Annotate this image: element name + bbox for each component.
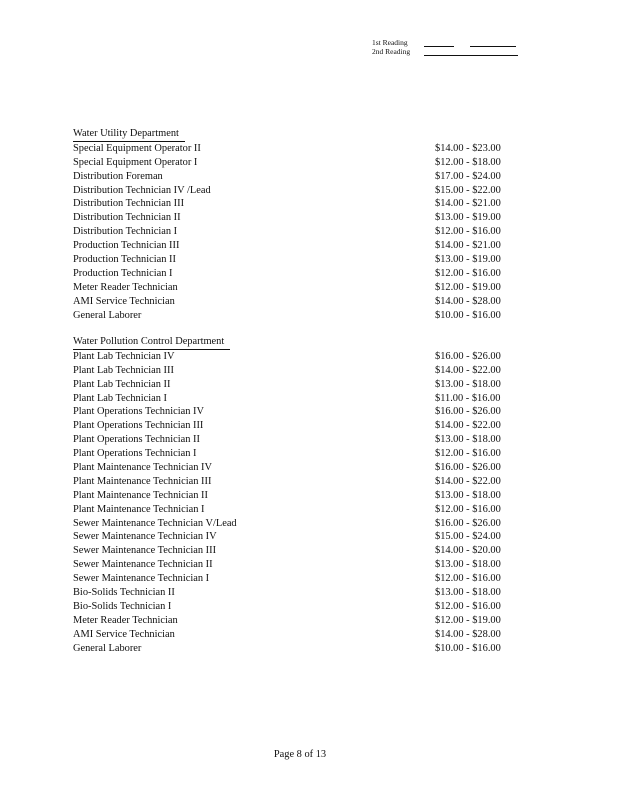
position-row: [73, 184, 513, 198]
pay-range: $14.00 - $23.00: [435, 142, 501, 154]
pay-range: $14.00 - $21.00: [435, 198, 501, 210]
position-row: [73, 364, 513, 378]
position-title: General Laborer: [73, 642, 142, 654]
position-row: [73, 461, 513, 475]
pay-range: $13.00 - $18.00: [435, 489, 501, 501]
position-title: Plant Lab Technician I: [73, 392, 168, 404]
pay-range: $12.00 - $16.00: [435, 267, 501, 279]
position-title: Plant Operations Technician I: [73, 448, 197, 460]
section-heading: Water Utility Department: [73, 127, 185, 142]
first-reading-label: 1st Reading: [372, 38, 408, 47]
position-row: [73, 350, 513, 364]
position-row: [73, 530, 513, 544]
pay-range: $14.00 - $28.00: [435, 295, 501, 307]
position-title: Bio-Solids Technician II: [73, 587, 175, 599]
position-title: Special Equipment Operator I: [73, 156, 198, 168]
first-reading-line-a: [424, 39, 454, 47]
position-row: [73, 211, 513, 225]
position-title: Plant Lab Technician II: [73, 378, 171, 390]
pay-range: $10.00 - $16.00: [435, 309, 501, 321]
position-title: Distribution Technician I: [73, 226, 178, 238]
position-title: Sewer Maintenance Technician III: [73, 545, 217, 557]
pay-range: $14.00 - $20.00: [435, 545, 501, 557]
section-heading: Water Pollution Control Department: [73, 335, 230, 350]
position-row: [73, 447, 513, 461]
position-row: [73, 558, 513, 572]
pay-range: $15.00 - $24.00: [435, 531, 501, 543]
position-title: Production Technician II: [73, 254, 176, 266]
position-title: Plant Lab Technician IV: [73, 350, 175, 362]
position-row: [73, 572, 513, 586]
pay-range: $12.00 - $16.00: [435, 573, 501, 585]
pay-range: $14.00 - $22.00: [435, 364, 501, 376]
position-row: [73, 392, 513, 406]
position-title: General Laborer: [73, 309, 142, 321]
position-row: [73, 517, 513, 531]
position-title: Plant Maintenance Technician III: [73, 475, 212, 487]
pay-range: $16.00 - $26.00: [435, 406, 501, 418]
position-row: [73, 267, 513, 281]
pay-range: $12.00 - $16.00: [435, 503, 501, 515]
pay-range: $14.00 - $22.00: [435, 420, 501, 432]
position-row: [73, 170, 513, 184]
position-title: Production Technician I: [73, 267, 173, 279]
pay-range: $14.00 - $22.00: [435, 475, 501, 487]
position-title: Meter Reader Technician: [73, 281, 178, 293]
position-row: [73, 503, 513, 517]
position-row: [73, 225, 513, 239]
position-list: [73, 142, 513, 323]
position-title: Distribution Technician II: [73, 212, 181, 224]
position-row: [73, 419, 513, 433]
pay-range: $16.00 - $26.00: [435, 462, 501, 474]
pay-range: $13.00 - $18.00: [435, 559, 501, 571]
second-reading-row: [372, 47, 518, 56]
second-reading-line: [424, 48, 518, 56]
position-title: Plant Maintenance Technician I: [73, 503, 205, 515]
water-utility-section: [73, 127, 513, 322]
pay-range: $14.00 - $28.00: [435, 628, 501, 640]
position-title: Plant Maintenance Technician II: [73, 489, 208, 501]
pay-range: $13.00 - $18.00: [435, 378, 501, 390]
position-title: Distribution Technician III: [73, 198, 185, 210]
first-reading-line-b: [470, 39, 516, 47]
position-title: Plant Operations Technician III: [73, 420, 204, 432]
pay-range: $13.00 - $19.00: [435, 212, 501, 224]
pay-range: $11.00 - $16.00: [435, 392, 501, 404]
pay-range: $13.00 - $18.00: [435, 587, 501, 599]
position-list: [73, 350, 513, 656]
position-row: [73, 378, 513, 392]
position-row: [73, 628, 513, 642]
position-row: [73, 281, 513, 295]
position-row: [73, 600, 513, 614]
pay-range: $10.00 - $16.00: [435, 642, 501, 654]
position-row: [73, 544, 513, 558]
position-row: [73, 309, 513, 323]
position-title: Distribution Technician IV /Lead: [73, 184, 211, 196]
position-title: Plant Lab Technician III: [73, 364, 174, 376]
page-number: Page 8 of 13: [273, 749, 327, 760]
position-row: [73, 489, 513, 503]
pay-range: $15.00 - $22.00: [435, 184, 501, 196]
pay-range: $13.00 - $18.00: [435, 434, 501, 446]
position-title: Production Technician III: [73, 240, 180, 252]
position-row: [73, 197, 513, 211]
pay-range: $12.00 - $19.00: [435, 614, 501, 626]
pay-range: $17.00 - $24.00: [435, 170, 501, 182]
section-heading-row: [73, 127, 513, 142]
section-heading-row: [73, 335, 513, 350]
pay-range: $12.00 - $16.00: [435, 226, 501, 238]
position-title: Plant Operations Technician II: [73, 434, 200, 446]
position-row: [73, 433, 513, 447]
pay-range: $16.00 - $26.00: [435, 350, 501, 362]
position-row: [73, 253, 513, 267]
position-row: [73, 156, 513, 170]
water-pollution-section: [73, 335, 513, 656]
pay-range: $12.00 - $16.00: [435, 600, 501, 612]
position-title: AMI Service Technician: [73, 628, 175, 640]
position-row: [73, 239, 513, 253]
position-row: [73, 614, 513, 628]
second-reading-label: 2nd Reading: [372, 47, 411, 56]
pay-range: $12.00 - $16.00: [435, 448, 501, 460]
position-title: Bio-Solids Technician I: [73, 600, 172, 612]
pay-range: $14.00 - $21.00: [435, 240, 501, 252]
reading-block: [372, 38, 518, 56]
pay-range: $13.00 - $19.00: [435, 254, 501, 266]
position-title: Plant Operations Technician IV: [73, 406, 204, 418]
position-title: Meter Reader Technician: [73, 614, 178, 626]
pay-range: $12.00 - $18.00: [435, 156, 501, 168]
position-title: AMI Service Technician: [73, 295, 175, 307]
position-title: Sewer Maintenance Technician I: [73, 573, 210, 585]
position-row: [73, 405, 513, 419]
position-row: [73, 295, 513, 309]
first-reading-row: [372, 38, 518, 47]
position-row: [73, 642, 513, 656]
position-title: Sewer Maintenance Technician IV: [73, 531, 217, 543]
pay-range: $12.00 - $19.00: [435, 281, 501, 293]
position-title: Special Equipment Operator II: [73, 142, 201, 154]
position-title: Sewer Maintenance Technician II: [73, 559, 213, 571]
pay-range: $16.00 - $26.00: [435, 517, 501, 529]
position-row: [73, 586, 513, 600]
position-title: Plant Maintenance Technician IV: [73, 462, 213, 474]
position-title: Distribution Foreman: [73, 170, 163, 182]
position-title: Sewer Maintenance Technician V/Lead: [73, 517, 237, 529]
position-row: [73, 475, 513, 489]
position-row: [73, 142, 513, 156]
